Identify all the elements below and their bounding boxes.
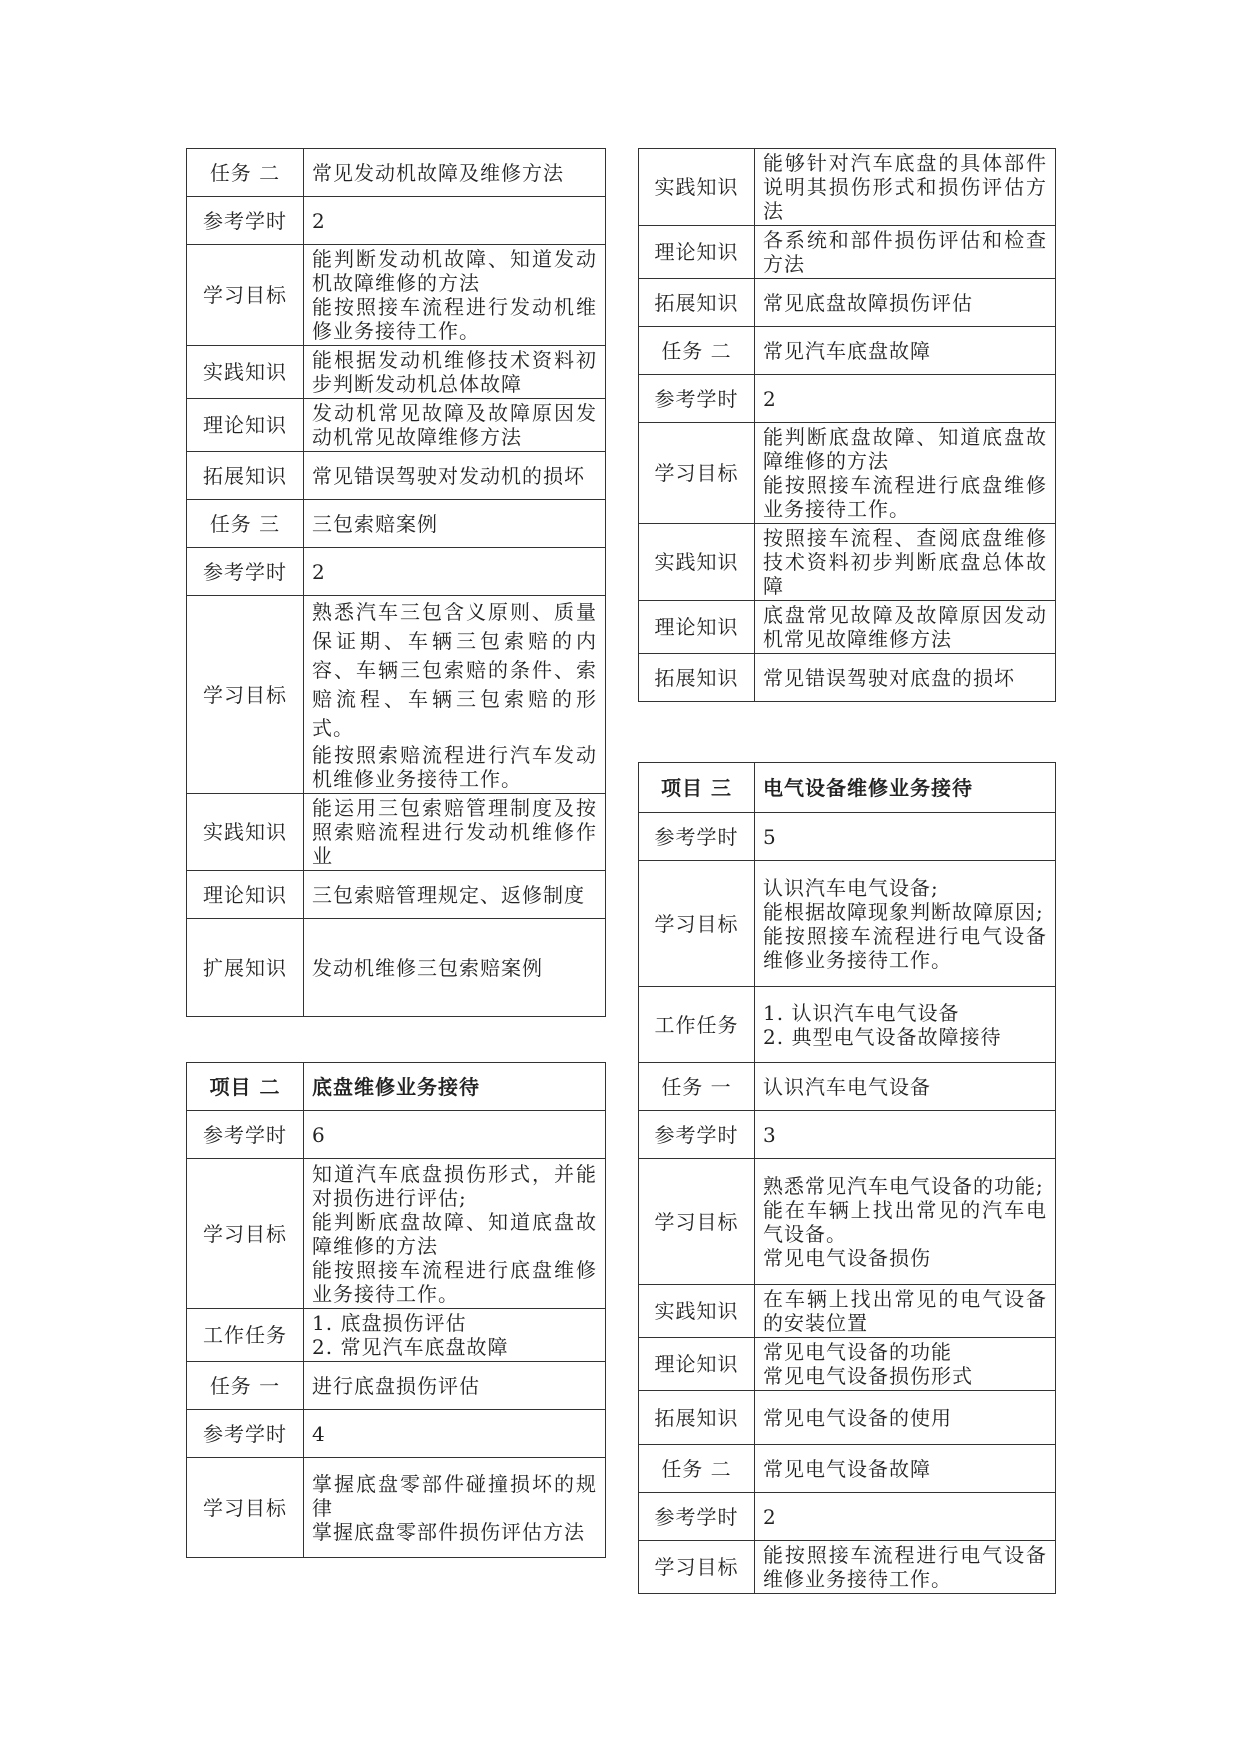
row-label: 任务 二 — [187, 149, 304, 197]
row-label: 学习目标 — [187, 1458, 304, 1558]
row-value: 能判断发动机故障、知道发动机故障维修的方法 能按照接车流程进行发动机维修业务接待工作。 — [304, 245, 606, 346]
table-chassis-tasks — [638, 148, 1056, 702]
table-row — [639, 1391, 1056, 1445]
table-row — [187, 1458, 606, 1558]
row-label: 学习目标 — [639, 861, 755, 987]
row-label: 任务 一 — [187, 1362, 304, 1410]
table-row — [187, 1159, 606, 1309]
row-value: 3 — [755, 1111, 1056, 1159]
row-value: 1. 认识汽车电气设备 2. 典型电气设备故障接待 — [755, 987, 1056, 1063]
row-label: 实践知识 — [639, 1285, 755, 1338]
table-row — [639, 327, 1056, 375]
row-label: 任务 三 — [187, 500, 304, 548]
row-label: 工作任务 — [639, 987, 755, 1063]
row-label: 实践知识 — [639, 149, 755, 226]
row-value: 能按照接车流程进行电气设备维修业务接待工作。 — [755, 1541, 1056, 1594]
project-label: 项目 三 — [639, 763, 755, 813]
row-value: 2 — [304, 548, 606, 596]
row-label: 参考学时 — [639, 1493, 755, 1541]
row-value: 1. 底盘损伤评估 2. 常见汽车底盘故障 — [304, 1309, 606, 1362]
row-label: 学习目标 — [639, 1159, 755, 1285]
row-label: 参考学时 — [187, 548, 304, 596]
table-row — [639, 524, 1056, 601]
row-value: 在车辆上找出常见的电气设备的安装位置 — [755, 1285, 1056, 1338]
table-row — [639, 279, 1056, 327]
row-label: 参考学时 — [639, 813, 755, 861]
row-label: 理论知识 — [187, 399, 304, 452]
table-row — [187, 500, 606, 548]
row-label: 拓展知识 — [639, 279, 755, 327]
row-value: 知道汽车底盘损伤形式，并能对损伤进行评估; 能判断底盘故障、知道底盘故障维修的方法 能按照接车流程进行底盘维修业务接待工作。 — [304, 1159, 606, 1309]
table-row — [187, 794, 606, 871]
row-label: 参考学时 — [187, 1410, 304, 1458]
table-row — [639, 375, 1056, 423]
row-label: 任务 二 — [639, 1445, 755, 1493]
table-row — [187, 871, 606, 919]
table-row — [187, 1309, 606, 1362]
table-row — [639, 601, 1056, 654]
row-value: 按照接车流程、查阅底盘维修技术资料初步判断底盘总体故障 — [755, 524, 1056, 601]
row-value: 进行底盘损伤评估 — [304, 1362, 606, 1410]
row-value: 2 — [755, 1493, 1056, 1541]
row-value: 能判断底盘故障、知道底盘故障维修的方法 能按照接车流程进行底盘维修业务接待工作。 — [755, 423, 1056, 524]
row-label: 实践知识 — [187, 346, 304, 399]
row-label: 学习目标 — [187, 1159, 304, 1309]
table-header-row — [639, 763, 1056, 813]
row-label: 工作任务 — [187, 1309, 304, 1362]
table-header-row — [187, 1063, 606, 1111]
table-row — [639, 149, 1056, 226]
table-row — [639, 1111, 1056, 1159]
table-row — [187, 1111, 606, 1159]
row-label: 参考学时 — [639, 375, 755, 423]
table-row — [187, 399, 606, 452]
table-row — [187, 346, 606, 399]
table-engine-tasks — [186, 148, 606, 1017]
row-value: 常见汽车底盘故障 — [755, 327, 1056, 375]
project-label: 项目 二 — [187, 1063, 304, 1111]
table-row — [187, 919, 606, 1017]
row-label: 学习目标 — [639, 1541, 755, 1594]
row-value: 熟悉常见汽车电气设备的功能; 能在车辆上找出常见的汽车电气设备。 常见电气设备损伤 — [755, 1159, 1056, 1285]
row-value: 认识汽车电气设备 — [755, 1063, 1056, 1111]
row-value: 各系统和部件损伤评估和检查方法 — [755, 226, 1056, 279]
row-value: 4 — [304, 1410, 606, 1458]
table-row — [639, 1159, 1056, 1285]
row-value: 2 — [755, 375, 1056, 423]
row-label: 理论知识 — [639, 1338, 755, 1391]
table-row — [187, 149, 606, 197]
table-row — [187, 197, 606, 245]
row-value: 掌握底盘零部件碰撞损坏的规律 掌握底盘零部件损伤评估方法 — [304, 1458, 606, 1558]
row-value: 底盘常见故障及故障原因发动机常见故障维修方法 — [755, 601, 1056, 654]
row-value: 能运用三包索赔管理制度及按照索赔流程进行发动机维修作业 — [304, 794, 606, 871]
row-value: 发动机常见故障及故障原因发动机常见故障维修方法 — [304, 399, 606, 452]
row-label: 拓展知识 — [639, 1391, 755, 1445]
row-value: 熟悉汽车三包含义原则、质量保证期、车辆三包索赔的内容、车辆三包索赔的条件、索赔流程、车辆三包索赔的形式。 能按照索赔流程进行汽车发动机维修业务接待工作。 — [304, 596, 606, 794]
row-value: 能够针对汽车底盘的具体部件说明其损伤形式和损伤评估方法 — [755, 149, 1056, 226]
row-value: 常见电气设备故障 — [755, 1445, 1056, 1493]
row-label: 理论知识 — [639, 226, 755, 279]
row-label: 理论知识 — [187, 871, 304, 919]
row-value: 常见发动机故障及维修方法 — [304, 149, 606, 197]
project-title: 电气设备维修业务接待 — [755, 763, 1056, 813]
row-value: 认识汽车电气设备; 能根据故障现象判断故障原因; 能按照接车流程进行电气设备维修业务接待工作。 — [755, 861, 1056, 987]
row-value: 三包索赔案例 — [304, 500, 606, 548]
row-value: 常见错误驾驶对发动机的损坏 — [304, 452, 606, 500]
row-label: 扩展知识 — [187, 919, 304, 1017]
table-row — [639, 1338, 1056, 1391]
row-value: 常见错误驾驶对底盘的损坏 — [755, 654, 1056, 702]
row-label: 参考学时 — [187, 1111, 304, 1159]
table-electrical-project — [638, 762, 1056, 1594]
table-row — [639, 423, 1056, 524]
table-row — [187, 1410, 606, 1458]
project-title: 底盘维修业务接待 — [304, 1063, 606, 1111]
row-value: 常见电气设备的使用 — [755, 1391, 1056, 1445]
table-row — [639, 1063, 1056, 1111]
row-label: 任务 二 — [639, 327, 755, 375]
row-value: 常见底盘故障损伤评估 — [755, 279, 1056, 327]
row-label: 实践知识 — [639, 524, 755, 601]
table-row — [639, 654, 1056, 702]
row-label: 任务 一 — [639, 1063, 755, 1111]
table-chassis-project — [186, 1062, 606, 1558]
row-label: 拓展知识 — [639, 654, 755, 702]
row-value: 常见电气设备的功能 常见电气设备损伤形式 — [755, 1338, 1056, 1391]
table-row — [639, 1445, 1056, 1493]
row-label: 实践知识 — [187, 794, 304, 871]
row-label: 学习目标 — [187, 245, 304, 346]
row-value: 2 — [304, 197, 606, 245]
table-row — [639, 1493, 1056, 1541]
table-row — [639, 987, 1056, 1063]
table-row — [187, 245, 606, 346]
table-row — [639, 1541, 1056, 1594]
row-label: 参考学时 — [639, 1111, 755, 1159]
row-value: 5 — [755, 813, 1056, 861]
row-label: 拓展知识 — [187, 452, 304, 500]
row-value: 三包索赔管理规定、返修制度 — [304, 871, 606, 919]
table-row — [187, 548, 606, 596]
table-row — [639, 813, 1056, 861]
row-label: 学习目标 — [639, 423, 755, 524]
table-row — [639, 1285, 1056, 1338]
table-row — [639, 226, 1056, 279]
table-row — [187, 596, 606, 794]
table-row — [639, 861, 1056, 987]
table-row — [187, 1362, 606, 1410]
row-label: 理论知识 — [639, 601, 755, 654]
row-value: 6 — [304, 1111, 606, 1159]
table-row — [187, 452, 606, 500]
row-value: 发动机维修三包索赔案例 — [304, 919, 606, 1017]
row-value: 能根据发动机维修技术资料初步判断发动机总体故障 — [304, 346, 606, 399]
row-label: 学习目标 — [187, 596, 304, 794]
row-label: 参考学时 — [187, 197, 304, 245]
